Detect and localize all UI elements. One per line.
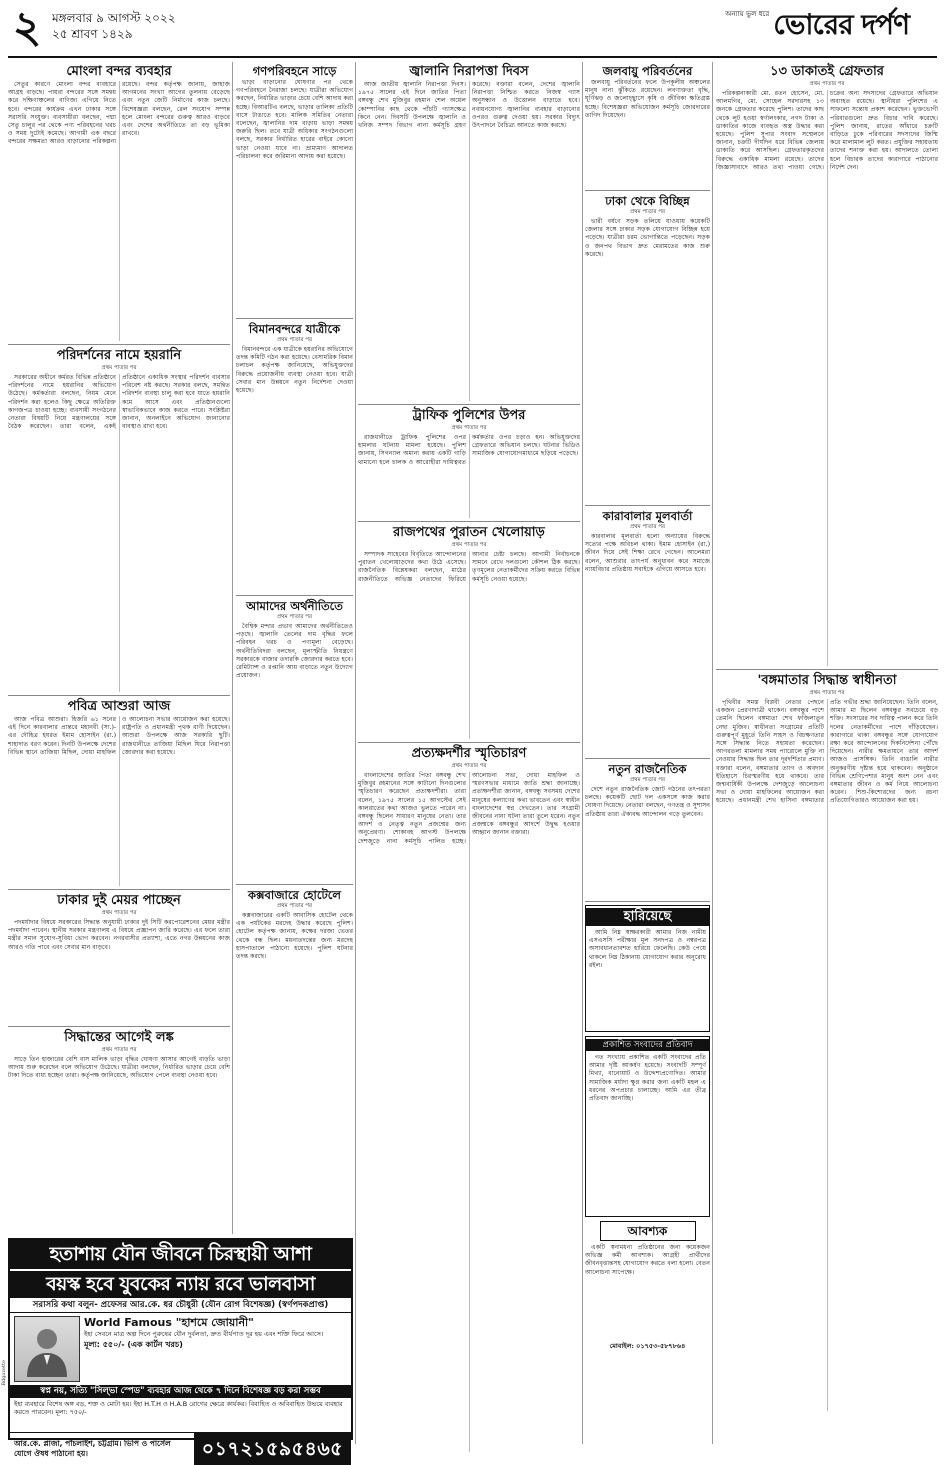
date-bengali: ২৫ শ্রাবণ ১৪২৯ <box>52 27 133 41</box>
story-dhaka-mayors <box>8 893 230 1027</box>
headline: কক্সবাজারে হোটেলে <box>248 888 341 902</box>
story-ashura <box>8 699 230 890</box>
masthead <box>725 8 909 42</box>
continued-label: প্রথম পাতার পর <box>101 1047 137 1053</box>
story-body: পদমর্যাদার বিষয়ে সরকারের সিদ্ধান্ত অনুযায়ী ঢাকার দুই সিটি করপোরেশনের মেয়র মন্ত্রীর পদমর্যাদা পাবেন। স্থানীয় সরকার মন্ত্রণালয় এ বিষয়ে প্রজ্ঞাপন জারি করেছে। এর ফলে তারা মন্ত্রীর সমান সুযোগ-সুবিধা ভোগ করবেন। নগরবাসীর প্রত্যাশা, এতে নগর উন্নয়নের কাজ আরও গতি পাবে এবং সেবার মান বাড়বে। <box>8 919 230 951</box>
story-inspection-harassment <box>8 348 230 696</box>
lost-notice-title: হারিয়েছে <box>586 908 709 926</box>
classified-ad <box>585 1221 710 1351</box>
side-code: Bdgazette <box>1 1360 7 1386</box>
headline: ঢাকা থেকে বিচ্ছিন্ন <box>605 194 690 208</box>
date-block <box>52 10 176 42</box>
headline: পবিত্র আশুরা আজ <box>67 699 171 714</box>
column-5 <box>716 62 938 1444</box>
continued-label: প্রথম পাতার পর <box>276 337 313 343</box>
story-body: আজ জাতীয় জ্বালানি নিরাপত্তা দিবস। ১৯৭৫ সালের এই দিনে জাতির পিতা বঙ্গবন্ধু শেখ মুজিবুর রহমান শেল অয়েল কোম্পানির কাছ থেকে পাঁচটি গ্যাসক্ষেত্র কিনে নেন। দিবসটি উপলক্ষে জ্বালানি ও খনিজ সম্পদ বিভাগ নানা কর্মসূচি গ্রহণ করেছে। বক্তারা বলেন, দেশের জ্বালানি নিরাপত্তা নিশ্চিত করতে নিজস্ব গ্যাস অনুসন্ধান ও উত্তোলন বাড়াতে হবে। নবায়নযোগ্য জ্বালানির ব্যবহার বাড়ানোর ওপরও গুরুত্ব দেওয়া হয়। সরকার বিদ্যুৎ উৎপাদনে বৈচিত্র্য আনতে কাজ করছে। <box>358 81 580 130</box>
story-body: জলবায়ু পরিবর্তনের ফলে উপকূলীয় অঞ্চলের মানুষ নানা ঝুঁকিতে রয়েছেন। লবণাক্ততা বৃদ্ধি, ঘূর্ণিঝড় ও জলোচ্ছ্বাসে কৃষি ও জীবিকা ক্ষতিগ্রস্ত হচ্ছে। বিশেষজ্ঞরা অভিযোজন কর্মসূচি জোরদারের তাগিদ দিয়েছেন। <box>585 79 710 119</box>
continued-label: প্রথম পাতার পর <box>809 690 845 696</box>
story-new-political <box>585 762 710 902</box>
lost-notice <box>585 905 710 1032</box>
story-karbala-message <box>585 509 710 759</box>
story-body: কক্সবাজারের একটি আবাসিক হোটেল থেকে এক পর্যটকের মরদেহ উদ্ধার করেছে পুলিশ। হোটেল কর্তৃপক্ষ জানায়, কক্ষের দরজা ভেতর থেকে বন্ধ ছিল। ময়নাতদন্তের জন্য মরদেহ হাসপাতালে পাঠানো হয়েছে। পুলিশ ঘটনার তদন্ত করছে। <box>236 912 353 961</box>
story-body: আজ পবিত্র আশুরা। হিজরি ৬১ সনের এই দিনে কারবালার প্রান্তরে মহানবী (সা.)-এর দৌহিত্র হযরত ইমাম হোসাইন (রা.) শাহাদাত বরণ করেন। দিনটি উপলক্ষে দেশের বিভিন্ন স্থানে তাজিয়া মিছিল, দোয়া মাহফিল ও আলোচনা সভার আয়োজন করা হয়েছে। রাষ্ট্রপতি ও প্রধানমন্ত্রী পৃথক বাণী দিয়েছেন। আশুরা উপলক্ষে আজ সরকারি ছুটি। রাজধানীতে তাজিয়া মিছিল ঘিরে নিরাপত্তা জোরদার করা হয়েছে। <box>8 716 230 756</box>
story-13-robbers-arrested <box>716 64 938 670</box>
ad-product-name: World Famous "হাশমে জোয়ানী" <box>84 1316 254 1329</box>
classified-ad-body: একটি স্বনামধন্য প্রতিষ্ঠানের জন্য কয়েকজন অভিজ্ঞ কর্মী আবশ্যক। আগ্রহী প্রার্থীদের জীবনবৃত্তান্তসহ যোগাযোগ করতে বলা হলো। বেতন আলোচনা সাপেক্ষে। <box>585 1244 710 1276</box>
story-decision-violation <box>8 1030 230 1122</box>
lost-notice-body: আমি নিম্ন স্বাক্ষরকারী আমার নিজ নামীয় এসএসসি পরীক্ষার মূল সনদপত্র ও নম্বরপত্র অসাবধানতাবশত হারিয়ে ফেলেছি। কেউ পেয়ে থাকলে নিম্ন ঠিকানায় যোগাযোগ করার অনুরোধ রইল। <box>589 929 706 969</box>
story-body: পরিকল্পনাকারী মো. রতন হোসেন, মো. আলমগির, মো. সোহেল সরদারসহ ১৩ জনকে গ্রেফতার করেছে পুলিশ। তাদের কাছ থেকে লুট হওয়া স্বর্ণালংকার, নগদ টাকা ও ডাকাতির কাজে ব্যবহৃত অস্ত্র উদ্ধার করা হয়েছে। পুলিশ সুপার সংবাদ সম্মেলনে জানান, চক্রটি দীর্ঘদিন ধরে বিভিন্ন জেলায় ডাকাতি করে আসছিল। গ্রেফতারকৃতদের বিরুদ্ধে একাধিক মামলা রয়েছে। তাদের জিজ্ঞাসাবাদে আরও তথ্য পাওয়া গেছে। চক্রের অন্য সদস্যদের গ্রেফতারে অভিযান অব্যাহত রয়েছে। স্থানীয়রা পুলিশের এ সাফল্যে সন্তোষ প্রকাশ করেছেন। ভুক্তভোগী পরিবারগুলো দ্রুত বিচার দাবি করেছে। পুলিশ জানায়, রাতের আঁধারে চক্রটি বাড়িতে ঢুকে পরিবারের সদস্যদের জিম্মি করে মালামাল লুট করত। প্রযুক্তির সহায়তায় তাদের শনাক্ত করা হয়। আদালতে তোলা হলে বিচারক তাদের কারাগারে পাঠানোর নির্দেশ দেন। <box>716 90 938 171</box>
masthead-tagline: অন্যায় ভুল ধরে <box>725 10 770 18</box>
continued-label: প্রথম পাতার পর <box>629 209 666 215</box>
story-mongla-port <box>8 64 230 345</box>
story-street-players <box>358 525 580 743</box>
display-advertisement <box>8 1238 353 1460</box>
classified-ad-contact: মোবাইল: ০১৭৫৩-৫৮৭৮৬৪ <box>609 1342 686 1350</box>
column-divider <box>712 62 713 1444</box>
continued-label: প্রথম পাতার পর <box>809 81 845 87</box>
protest-notice-body: গত সংখ্যায় প্রকাশিত একটি সংবাদের প্রতি আমার দৃষ্টি আকর্ষণ হয়েছে। সংবাদটি সম্পূর্ণ মিথ্যা, বানোয়াট ও উদ্দেশ্যপ্রণোদিত। আমার সামাজিক মর্যাদা ক্ষুণ্ণ করার জন্য একটি মহল এ ধরনের অপপ্রচার চালাচ্ছে। আমি এর তীব্র প্রতিবাদ জানাচ্ছি। <box>589 1054 706 1103</box>
headline: ঢাকার দুই মেয়র পাচ্ছেন <box>57 893 181 908</box>
continued-label: প্রথম পাতার পর <box>101 910 137 916</box>
ad-doctor-line: সরাসরি কথা বলুন- প্রফেসর আর.কে. ধর চৌধুরী (যৌন রোগ বিশেষজ্ঞ) (স্বর্ণপদকপ্রাপ্ত) <box>10 1298 351 1313</box>
column-4 <box>585 62 710 1444</box>
headline: ১৩ ডাকাতই গ্রেফতার <box>770 64 884 79</box>
story-body: সাড়ে তিন হাজারের বেশি বাস মালিক ভাড়া বৃদ্ধির ঘোষণা আসার আগেই বাড়তি ভাড়া আদায় শুরু করেছেন বলে অভিযোগ উঠেছে। যাত্রীরা বলছেন, নির্ধারিত ভাড়ার চেয়ে বেশি টাকা দিতে বাধ্য হচ্ছেন তারা। কর্তৃপক্ষ জানিয়েছে, অভিযোগ পেলে ব্যবস্থা নেওয়া হবে। <box>8 1056 230 1080</box>
headline: রাজপথের পুরাতন খেলোয়াড় <box>393 525 545 540</box>
story-body: বিমানবন্দরে এক যাত্রীকে হয়রানির অভিযোগে তদন্ত কমিটি গঠন করা হয়েছে। বেসামরিক বিমান চলাচল কর্তৃপক্ষ জানিয়েছে, অভিযুক্তদের বিরুদ্ধে প্রয়োজনীয় ব্যবস্থা নেওয়া হবে। যাত্রী সেবার মান উন্নয়নে নতুন নির্দেশনা দেওয়া হয়েছে। <box>236 346 353 395</box>
headline: কারাবালার মূলবার্তা <box>602 509 693 523</box>
headline: বিমানবন্দরে যাত্রীকে <box>248 322 341 336</box>
date-gregorian: মঙ্গলবার ৯ আগস্ট ২০২২ <box>52 11 176 25</box>
story-body: সেতুর কারণে মোংলা বন্দর ব্যবহারে আগ্রহ বাড়ছে। পায়রা বন্দরের সঙ্গে সমন্বয় করে দক্ষিণাঞ্চলের বাণিজ্য এগিয়ে নিতে হবে। বন্দরের কার্যক্রম এখন ঢাকার সঙ্গে সরাসরি সংযুক্ত। ব্যবসায়ীরা বলছেন, পদ্মা সেতু চালুর পর থেকে পণ্য পরিবহনের খরচ ও সময় দুটোই কমেছে। আগামী এক বছরে বন্দরের সক্ষমতা আরও বাড়ানোর পরিকল্পনা রয়েছে। বন্দর কর্তৃপক্ষ জানায়, জাহাজ আগমনের সংখ্যা আগের তুলনায় বেড়েছে এবং নতুন জেটি নির্মাণের কাজ চলছে। বিশেষজ্ঞরা বলছেন, রেল সংযোগ সম্পন্ন হলে মোংলা বন্দরের গুরুত্ব আরও বাড়বে এবং দেশের অর্থনীতিতে তা বড় ভূমিকা রাখবে। <box>8 81 230 146</box>
story-body: পৃথিবীর সমস্ত বিপ্লবী নেতার পেছনে একজন প্রেরণাদাত্রী থাকেন। বঙ্গবন্ধুর পাশে তেমনি ছিলেন বঙ্গমাতা শেখ ফজিলাতুন নেছা মুজিব। স্বাধীনতা সংগ্রামের প্রতিটি গুরুত্বপূর্ণ মুহূর্তে তিনি সাহস ও বিচক্ষণতার সঙ্গে সিদ্ধান্ত নিতে সহায়তা করেছেন। আগরতলা মামলার সময় প্যারোলে মুক্তি না নেওয়ার সিদ্ধান্ত ছিল তার দূরদর্শিতার প্রমাণ। বক্তারা বলেন, বঙ্গমাতার ত্যাগ ও অবদান ইতিহাসে চিরস্মরণীয় হয়ে থাকবে। তার জন্মবার্ষিকী উপলক্ষে দেশজুড়ে আলোচনা সভা ও দোয়া মাহফিলের আয়োজন করা হয়েছে। প্রধানমন্ত্রী শেখ হাসিনা বঙ্গমাতার প্রতি গভীর শ্রদ্ধা জানিয়েছেন। তিনি বলেন, আমার মা ছিলেন বঙ্গবন্ধুর সবচেয়ে বড় শক্তি। সংসারের সব দায়িত্ব পালন করে তিনি দলের নেতাকর্মীদের পাশে দাঁড়িয়েছেন। কারাগারে থাকা বঙ্গবন্ধুর সঙ্গে যোগাযোগ রক্ষা করে আন্দোলনের দিকনির্দেশনা পৌঁছে দিয়েছেন। নারীর ক্ষমতায়নে তার আদর্শ আজও প্রাসঙ্গিক। তিনি বাঙালি নারীর অনুকরণীয় দৃষ্টান্ত হয়ে থাকবেন। অনুষ্ঠানে বিভিন্ন শ্রেণিপেশার মানুষ অংশ নেন এবং বঙ্গমাতার জীবন ও কর্ম নিয়ে আলোচনা করেন। শিশু-কিশোরদের জন্য রচনা প্রতিযোগিতারও আয়োজন করা হয়। <box>716 699 938 805</box>
continued-label: প্রথম পাতার পর <box>451 542 487 548</box>
story-body: বাংলাদেশের জাতির পিতা বঙ্গবন্ধু শেখ মুজিবুর রহমানের সঙ্গে কাটানো দিনগুলোর স্মৃতিচারণ করেছেন প্রত্যক্ষদর্শীরা। তারা বলেন, ১৯৭৫ সালের ১৫ আগস্টের সেই কালরাতের কথা আজও ভুলতে পারেন না। বঙ্গবন্ধু ছিলেন সাধারণ মানুষের নেতা। তার আদর্শ ও নেতৃত্ব নতুন প্রজন্মের জন্য অনুপ্রেরণা। শোকাবহ আগস্ট উপলক্ষে দেশজুড়ে নানা কর্মসূচি পালিত হচ্ছে। আলোচনা সভা, দোয়া মাহফিল ও স্মরণসভার মাধ্যমে জাতি শ্রদ্ধা জানাচ্ছে। প্রত্যক্ষদর্শীরা জানান, বঙ্গবন্ধু সবসময় দেশের মানুষের কল্যাণের কথা ভাবতেন এবং স্বাধীন বাংলাদেশের স্বপ্ন দেখতেন। তার সংগ্রামী জীবনের নানা ঘটনা তারা তুলে ধরেন। নতুন প্রজন্মকে বঙ্গবন্ধুর আদর্শে উদ্বুদ্ধ হওয়ার আহ্বান জানান বক্তারা। <box>358 772 580 845</box>
story-body: বৈশ্বিক মন্দার প্রভাব আমাদের অর্থনীতিতেও পড়ছে। জ্বালানি তেলের দাম বৃদ্ধির ফলে পরিবহন খরচ ও পণ্যমূল্য বেড়েছে। অর্থনীতিবিদরা বলছেন, মূল্যস্ফীতি নিয়ন্ত্রণে সরকারকে বাজার তদারকি জোরদার করতে হবে। রেমিট্যান্স ও রপ্তানি আয় বাড়াতে নতুন উদ্যোগ প্রয়োজন। <box>236 623 353 680</box>
headline: জলবায়ু পরিবর্তনের <box>602 64 693 78</box>
story-body: সরকারের অধীনে কর্মরত বিভিন্ন প্রতিষ্ঠানে পরিদর্শনের নামে হয়রানির অভিযোগ উঠেছে। কর্মকর্তারা বলছেন, নিয়ম মেনে পরিদর্শন করা হলেও কিছু ক্ষেত্রে অতিরিক্ত কাগজপত্র চাওয়া হচ্ছে। ব্যবসায়ী সংগঠনের নেতারা বিষয়টি নিয়ে মন্ত্রণালয়ের সঙ্গে বৈঠক করেছেন। তারা বলেন, একই প্রতিষ্ঠানে একাধিক সংস্থার পরিদর্শন ব্যবসার পরিবেশ নষ্ট করছে। সরকার বলছে, সমন্বিত পরিদর্শন ব্যবস্থা চালু করা হবে যাতে হয়রানি কমে আসে এবং প্রতিষ্ঠানগুলো স্বাভাবিকভাবে কাজ করতে পারে। সংশ্লিষ্টরা জানান, অনলাইনে অভিযোগ জানানোর ব্যবস্থাও রাখা হবে। <box>8 374 230 431</box>
continued-label: প্রথম পাতার পর <box>451 763 487 769</box>
headline: 'বঙ্গমাতার সিদ্ধান্ত স্বাধীনতা <box>757 673 897 688</box>
headline: পরিদর্শনের নামে হয়রানি <box>56 348 182 363</box>
masthead-name: ভোরের দর্পণ <box>773 8 909 41</box>
headline: মোংলা বন্দর ব্যবহার <box>66 64 172 79</box>
story-eyewitness-memoir <box>358 746 580 1452</box>
story-cut-off-from-dhaka <box>585 194 710 506</box>
headline: গণপরিবহনে সাড়ে <box>252 64 337 78</box>
headline: প্রত্যক্ষদর্শীর স্মৃতিচারণ <box>411 746 527 761</box>
continued-label: প্রথম পাতার পর <box>629 524 666 530</box>
protest-notice-title: প্রকাশিত সংবাদের প্রতিবাদ <box>586 1039 709 1051</box>
column-divider <box>232 62 233 1234</box>
story-climate-change <box>585 64 710 191</box>
protest-notice <box>585 1036 710 1217</box>
story-coxs-bazar-hotel <box>236 888 353 1162</box>
story-traffic-police <box>358 408 580 522</box>
ad-strip: স্বপ্ন নয়, সত্যি "সিল্ভা স্পেড" ব্যবহার আজ থেকে ৭ দিনে বিশেষজ্ঞ বড় করা সম্ভব <box>10 1385 351 1398</box>
ad-footer <box>10 1432 351 1464</box>
story-body: দেশে নতুন রাজনৈতিক জোট গঠনের তৎপরতা চলছে। কয়েকটি ছোট দল একসঙ্গে কাজ করার ঘোষণা দিয়েছে। নেতারা বলছেন, গণতন্ত্র ও সুশাসন প্রতিষ্ঠায় তারা ঐক্যবদ্ধ আন্দোলন গড়ে তুলবেন। <box>585 786 710 818</box>
story-our-economy <box>236 599 353 885</box>
doctor-photo <box>14 1316 80 1382</box>
story-bangamata-decision <box>716 673 938 1411</box>
continued-label: প্রথম পাতার পর <box>276 614 313 620</box>
ad-phone-number: ০১৭২১৫৯৫৪৬৫ <box>194 1433 351 1465</box>
person-icon <box>22 1321 72 1377</box>
headline: জ্বালানি নিরাপত্তা দিবস <box>409 64 529 79</box>
headline: নতুন রাজনৈতিক <box>608 762 687 776</box>
story-body: ভাড়া বাড়ানোর ঘোষণার পর থেকে গণপরিবহনে নৈরাজ্য চলছে। যাত্রীরা অভিযোগ করছেন, নির্ধারিত ভাড়ার চেয়ে বেশি আদায় করা হচ্ছে। বিআরটিএ বলছে, ভাড়ার তালিকা প্রতিটি বাসে টাঙাতে হবে। মালিক সমিতির নেতারা বলেছেন, জ্বালানির দাম বাড়ায় ভাড়া সমন্বয় জরুরি ছিল। তবে যাত্রী অধিকার সংগঠনগুলো বলছে, সরকার নির্ধারিত হারের বাইরে কোনো ভাড়া নেওয়া যাবে না। ভ্রাম্যমাণ আদালত পরিচালনা করে জরিমানা আদায় করা হয়েছে। <box>236 79 353 160</box>
continued-label: প্রথম পাতার পর <box>629 777 666 783</box>
ad-body: ইহা ব্যবহারে বিশেষ অঙ্গ বড়, শক্ত ও মোটা হয়। ইহা H.T.H ও H.A.B রোগের ক্ষেত্রে কার্যকর। বিবাহিত ও অবিবাহিত উভয়ে ব্যবহার করতে পারবেন। মূল্য: ৭৫০/- <box>14 1400 343 1417</box>
headline: ট্রাফিক পুলিশের উপর <box>412 408 526 423</box>
column-divider <box>582 62 583 1444</box>
story-body: ভারী বর্ষণে সড়ক তলিয়ে যাওয়ায় কয়েকটি জেলার সঙ্গে ঢাকার সড়ক যোগাযোগ বিচ্ছিন্ন হয়ে পড়েছে। যাত্রীরা চরম ভোগান্তিতে পড়েছেন। সড়ক ও জনপথ বিভাগ দ্রুত মেরামতের কাজ শুরু করেছে। <box>585 218 710 258</box>
story-body: রাজধানীতে ট্রাফিক পুলিশের ওপর হামলার ঘটনায় মামলা হয়েছে। পুলিশ জানায়, সিগন্যাল অমান্য করায় একটি গাড়ি থামানো হলে চালক ও আরোহীরা দায়িত্বরত কর্মকর্তার ওপর চড়াও হন। অভিযুক্তদের গ্রেফতারে অভিযান চলছে। ঘটনার ভিডিও সামাজিক যোগাযোগমাধ্যমে ছড়িয়ে পড়েছে। <box>358 434 580 466</box>
continued-label: প্রথম পাতার পর <box>451 425 487 431</box>
column-1 <box>8 62 230 1234</box>
story-body: কারবালার মূলবার্তা হলো অন্যায়ের বিরুদ্ধে সত্যের পক্ষে অবিচল থাকা। ইমাম হোসাইন (রা.) জীবন দিয়ে সেই শিক্ষা রেখে গেছেন। আলেমরা বলেন, আশুরার তাৎপর্য অনুধাবন করে সমাজে ন্যায়বিচার প্রতিষ্ঠায় সবাইকে এগিয়ে আসতে হবে। <box>585 533 710 573</box>
continued-label: প্রথম পাতার পর <box>101 365 137 371</box>
headline: সিদ্ধান্তের আগেই লঙ্ক <box>64 1030 174 1045</box>
story-energy-security-day <box>358 64 580 405</box>
ad-product-block <box>84 1316 347 1382</box>
ad-middle <box>10 1313 351 1385</box>
ad-headline-1: হতাশায় যৌন জীবনে চিরস্থায়ী আশা <box>10 1240 351 1269</box>
ad-product-desc: ইহা সেবনে মাত্র অল্প দিনে পুরুষের যৌন দুর্বলতা, দ্রুত বীর্যপাত দূর হয় এবং শক্তি ফিরে আসে। <box>84 1330 324 1338</box>
ad-product-price: মূল্য: ৫৫০/- (এক কার্টন খরচ) <box>84 1339 183 1349</box>
story-public-transport <box>236 64 353 319</box>
continued-label: প্রথম পাতার পর <box>276 903 313 909</box>
column-divider <box>355 62 356 1444</box>
column-2 <box>236 62 353 1234</box>
column-3 <box>358 62 580 1444</box>
header-divider <box>8 56 937 58</box>
headline: আমাদের অর্থনীতিতে <box>246 599 343 613</box>
story-body: সম্পাদক সাহেবের বিবৃতিতে আন্দোলনের পুরাতন খেলোয়াড়দের কথা উঠে এসেছে। রাজনৈতিক বিশ্লেষকরা বলছেন, মাঠের রাজনীতিতে অভিজ্ঞ নেতাদের ফিরিয়ে আনার চেষ্টা চলছে। আগামী নির্বাচনকে সামনে রেখে দলগুলো কৌশল ঠিক করছে। তৃণমূলের নেতাকর্মীদের সক্রিয় করতে বিভিন্ন কর্মসূচি নেওয়া হয়েছে। <box>358 551 580 583</box>
story-airport-passenger <box>236 322 353 596</box>
page-number: ২ <box>12 2 42 53</box>
ad-headline-2: বয়স্ক হবে যুবকের ন্যায় রবে ভালবাসা <box>10 1269 351 1298</box>
classified-ad-title: আবশ্যক <box>600 1221 696 1241</box>
ad-address: আর.কে. প্লাজা, পাঁচলাইশ, চট্টগ্রাম। ভিপি ও পার্সেল যোগে ঔষধ পাঠানো হয়। <box>14 1438 171 1458</box>
